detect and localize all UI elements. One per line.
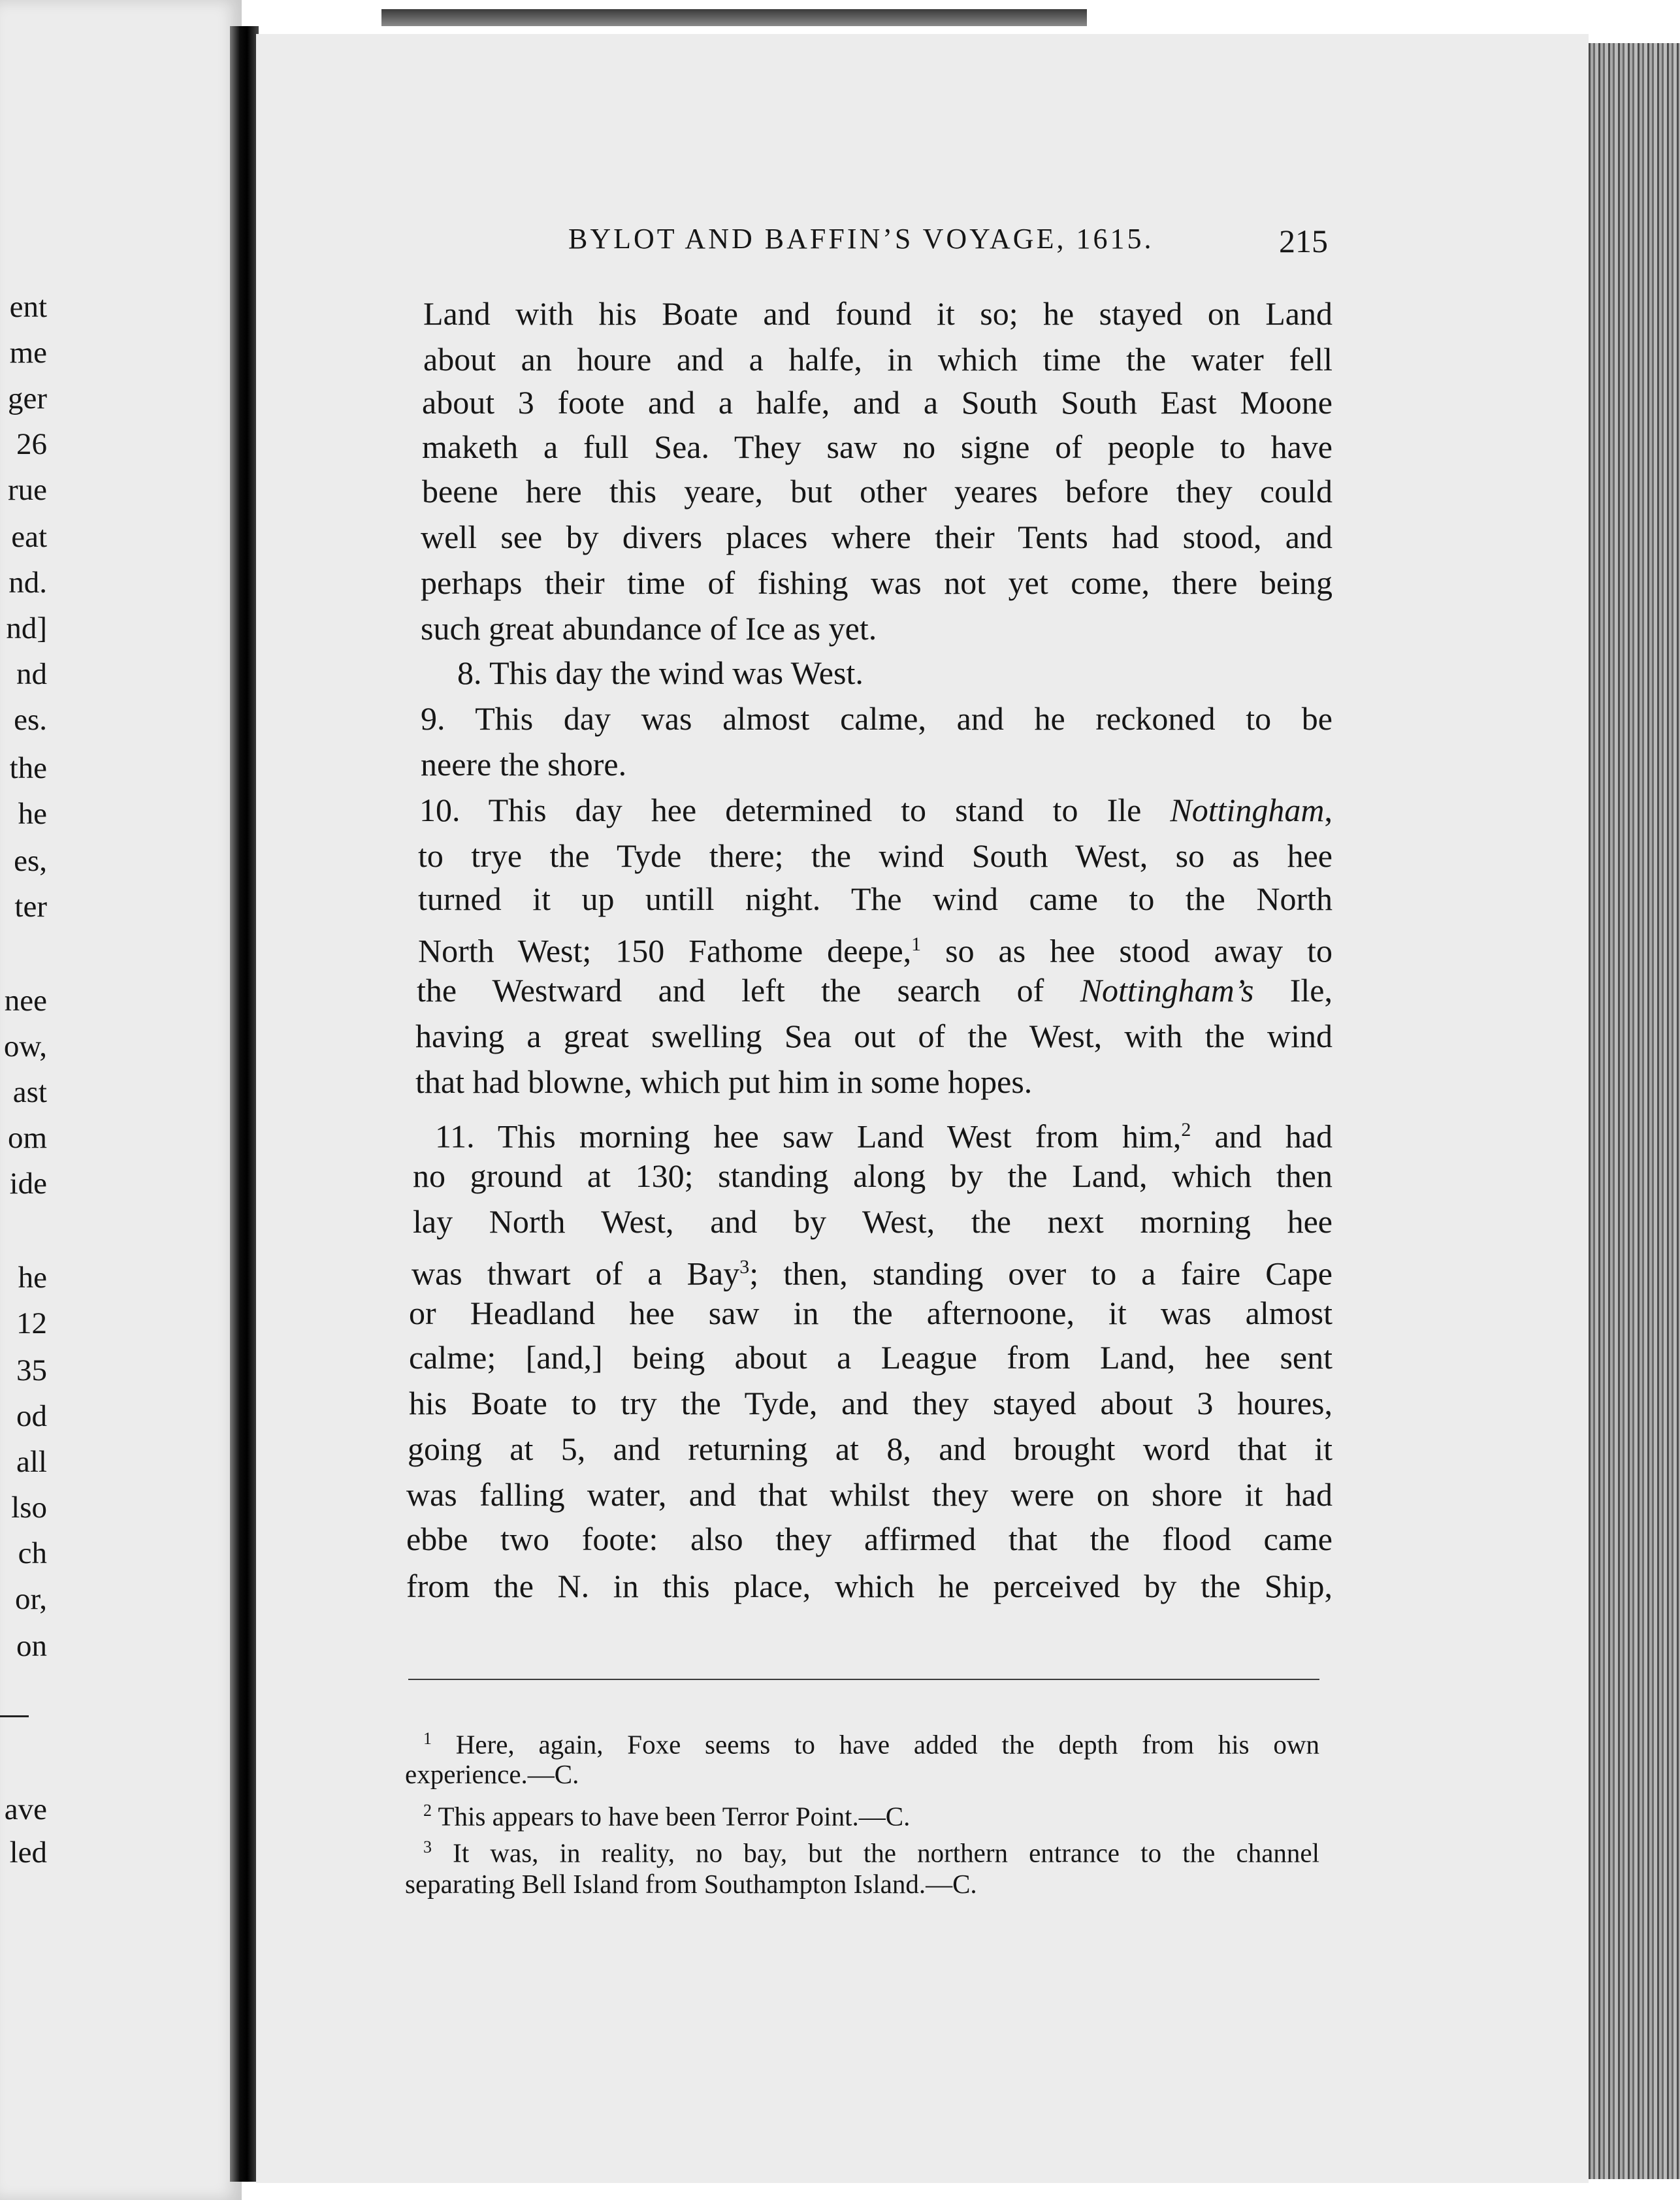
left-page-fragment: es. — [14, 703, 47, 737]
body-line: about an houre and a halfe, in which time the water fell — [423, 341, 1333, 378]
left-page-fragment: ide — [9, 1167, 47, 1201]
body-line: no ground at 130; standing along by the Land, which then — [413, 1157, 1333, 1194]
body-line: perhaps their time of fishing was not yet come, there being — [421, 564, 1333, 601]
left-page-fragment: he — [18, 1261, 47, 1295]
body-line: or Headland hee saw in the afternoone, it was almost — [409, 1295, 1333, 1331]
left-page-fragment: he — [18, 797, 47, 831]
left-page-fragment: nee — [4, 984, 47, 1018]
footnote-text: Here, again, Foxe seems to have added the depth from his own — [432, 1729, 1319, 1760]
body-line-text: the Westward and left the search of — [417, 972, 1080, 1009]
facing-left-page — [0, 0, 242, 2200]
body-line — [419, 790, 1333, 830]
page-number: 215 — [1279, 223, 1328, 259]
body-line-text: 11. This morning hee saw Land West from him, — [435, 1118, 1182, 1155]
body-line: Land with his Boate and found it so; he stayed on Land — [423, 295, 1333, 332]
body-line: ebbe two foote: also they affirmed that the flood came — [406, 1521, 1333, 1557]
left-page-fragment: nd. — [8, 566, 47, 600]
footnote-reference: 1 — [911, 933, 922, 955]
left-page-fragment: ter — [14, 890, 47, 924]
left-page-fragment: me — [9, 336, 47, 370]
left-page-fragment: 26 — [16, 427, 47, 461]
left-page-fragment: lso — [11, 1491, 47, 1525]
footnote-marker: 1 — [423, 1729, 432, 1748]
italic-place-name: Nottingham — [1170, 792, 1325, 828]
left-page-fragment: 35 — [16, 1353, 47, 1387]
left-page-fragment: all — [16, 1445, 47, 1479]
left-page-fragment: es, — [14, 844, 47, 878]
body-line — [418, 925, 1333, 971]
footnote-rule — [408, 1679, 1319, 1680]
footnote-line — [405, 1722, 1319, 1762]
body-line: lay North West, and by West, the next morning hee — [413, 1203, 1333, 1240]
body-line: that had blowne, which put him in some hopes. — [415, 1063, 1033, 1100]
left-page-fragment: ger — [7, 381, 47, 415]
body-line — [412, 1248, 1333, 1293]
body-line: 8. This day the wind was West. — [457, 655, 864, 691]
footnote-line — [405, 1757, 579, 1791]
page-edges — [1589, 43, 1680, 2179]
body-line: beene here this yeare, but other yeares before they could — [422, 473, 1333, 510]
left-page-fragment: or, — [14, 1582, 47, 1616]
left-page-fragment: nd — [16, 657, 47, 691]
body-line: calme; [and,] being about a League from Land, hee sent — [409, 1339, 1333, 1376]
footnote-marker: 2 — [423, 1801, 432, 1820]
body-line-text: ; then, standing over to a faire Cape — [749, 1255, 1333, 1292]
left-page-rule — [0, 1715, 29, 1717]
body-line: going at 5, and returning at 8, and brought word that it — [408, 1431, 1333, 1467]
footnote-line — [405, 1830, 1319, 1870]
body-line: was falling water, and that whilst they were on shore it had — [406, 1476, 1333, 1513]
body-line: such great abundance of Ice as yet. — [421, 610, 877, 647]
body-line-text: North West; 150 Fathome deepe, — [418, 932, 912, 969]
footnote-line — [405, 1794, 910, 1834]
footnote-text: separating Bell Island from Southampton Island.—C. — [405, 1869, 977, 1899]
left-page-fragment: od — [16, 1399, 47, 1433]
page-top-shadow — [381, 9, 1087, 26]
left-page-fragment: ow, — [3, 1029, 47, 1063]
left-page-fragment: rue — [7, 473, 47, 507]
footnote-reference: 2 — [1181, 1119, 1191, 1140]
left-page-fragment: om — [7, 1121, 47, 1155]
body-line-text: Ile, — [1253, 972, 1333, 1009]
footnote-marker: 3 — [423, 1837, 432, 1856]
body-line: having a great swelling Sea out of the West, with the wind — [415, 1018, 1333, 1054]
footnote-text: It was, in reality, no bay, but the northern entrance to the channel — [432, 1837, 1319, 1868]
left-page-fragment: led — [9, 1836, 47, 1869]
left-page-fragment: ent — [9, 290, 47, 324]
book-gutter — [230, 26, 259, 2182]
body-line: neere the shore. — [421, 746, 627, 783]
left-page-fragment: ast — [12, 1075, 47, 1109]
body-line-text: 10. This day hee determined to stand to Ile — [419, 792, 1171, 828]
body-line: his Boate to try the Tyde, and they stayed about 3 houres, — [409, 1385, 1333, 1421]
body-line-text: was thwart of a Bay — [412, 1255, 740, 1292]
italic-place-name: Nottingham’s — [1080, 972, 1254, 1009]
left-page-fragment: ave — [4, 1792, 47, 1826]
left-page-fragment: on — [16, 1629, 47, 1663]
body-line: 9. This day was almost calme, and he reckoned to be — [421, 700, 1333, 737]
left-page-fragment: nd] — [6, 611, 47, 645]
left-page-fragment: eat — [11, 520, 47, 554]
left-page-fragment: 12 — [16, 1306, 47, 1340]
body-line: turned it up untill night. The wind came to the North — [418, 881, 1333, 917]
body-line-text: so as hee stood away to — [921, 932, 1333, 969]
footnote-text: This appears to have been Terror Point.—C. — [432, 1801, 911, 1832]
body-line-text: , — [1324, 792, 1333, 828]
body-line — [417, 971, 1333, 1010]
footnote-reference: 3 — [739, 1256, 750, 1278]
body-line: well see by divers places where their Tents had stood, and — [421, 519, 1333, 555]
left-page-fragment: the — [9, 751, 47, 785]
running-head: BYLOT AND BAFFIN’S VOYAGE, 1615. — [568, 223, 1154, 255]
body-line: maketh a full Sea. They saw no signe of people to have — [422, 429, 1333, 465]
left-page-fragment: ch — [18, 1536, 47, 1570]
footnote-line — [405, 1867, 977, 1901]
body-line: from the N. in this place, which he perceived by the Ship, — [406, 1568, 1333, 1604]
footnote-text: experience.—C. — [405, 1759, 579, 1789]
body-line-text: and had — [1191, 1118, 1333, 1155]
body-line: to trye the Tyde there; the wind South West, so as hee — [418, 837, 1333, 874]
body-line: about 3 foote and a halfe, and a South South East Moone — [422, 384, 1333, 421]
body-line — [435, 1110, 1333, 1156]
